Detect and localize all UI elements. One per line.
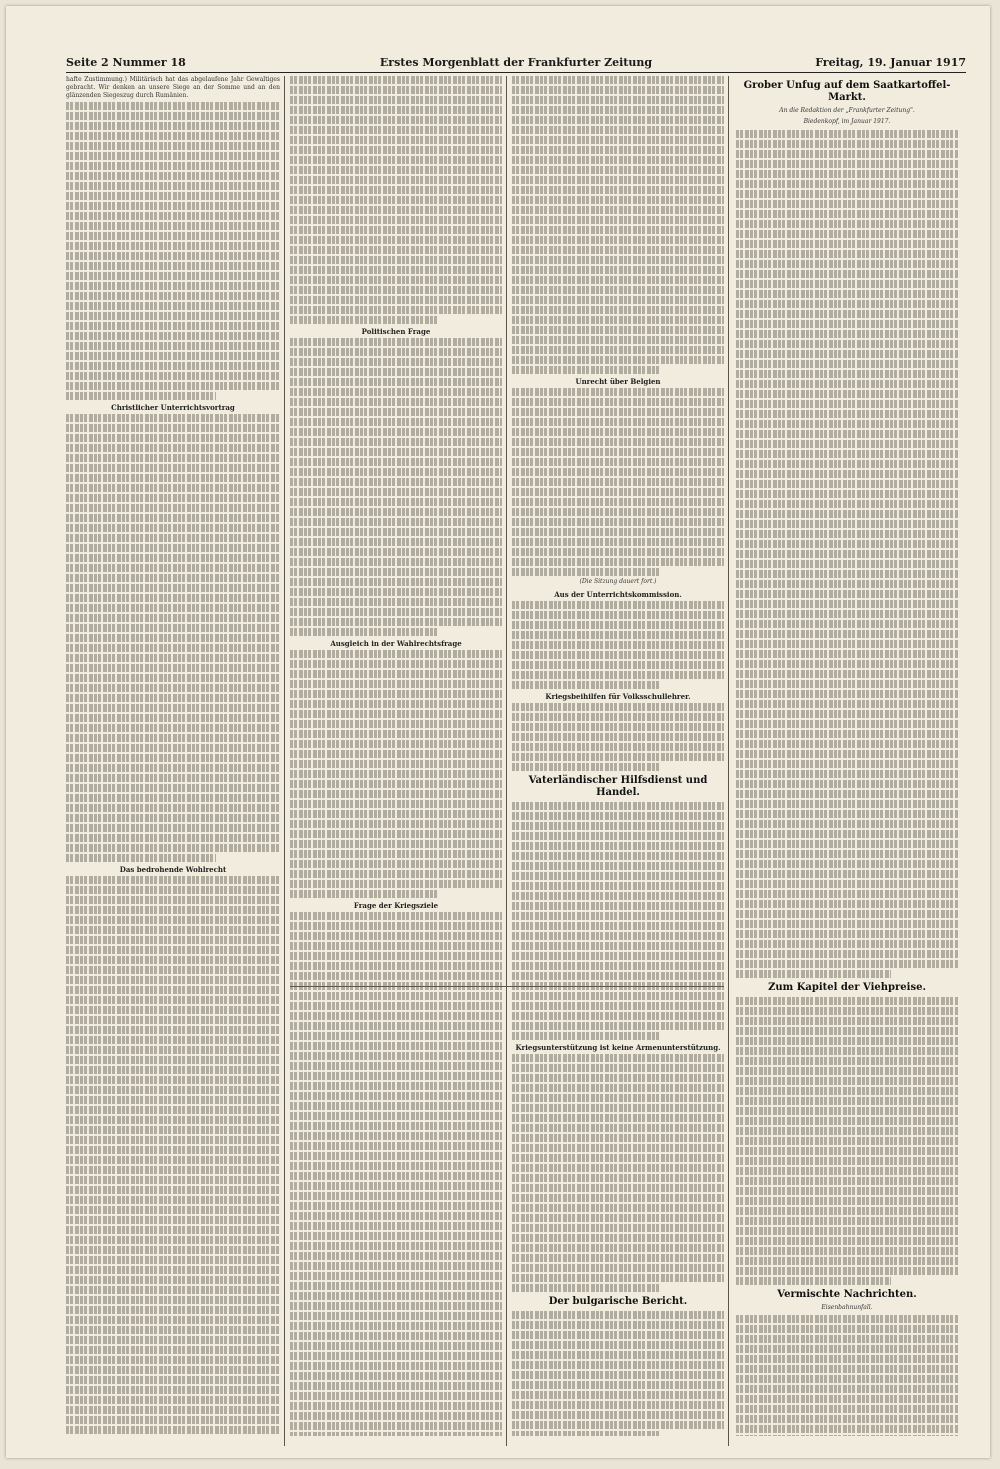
col1-text-block [66,102,280,400]
col4-subheading: An die Redaktion der „Frankfurter Zeitung". [779,107,915,114]
paper-title: Erstes Morgenblatt der Frankfurter Zeitung [379,56,653,69]
col2-text-block [290,76,502,324]
col1-text-block-2 [66,414,280,862]
column-4 [736,76,958,1436]
col3-text-block-7 [512,1311,724,1436]
col3-text-block-4 [512,703,724,771]
col4-subheading-3: Eisenbahnunfall. [821,1304,873,1311]
column-3 [512,76,724,1436]
col2-text-block-4 [290,912,502,1436]
page-number: Seite 2 Nummer 18 [66,56,186,69]
col3-text-block-5 [512,802,724,1040]
col4-text-block-3 [736,1315,958,1436]
col3-heading-2: Aus der Unterrichtskommission. [554,590,682,599]
col2-heading-3: Frage der Kriegsziele [353,901,439,910]
col3-heading-6: Der bulgarische Bericht. [548,1296,688,1307]
col4-heading-3: Vermischte Nachrichten. [777,1289,917,1300]
col3-text-block-2 [512,388,724,576]
issue-date: Freitag, 19. Januar 1917 [815,56,966,69]
col4-text-block [736,130,958,978]
column-rule-3 [728,76,729,1446]
col3-text-block-6 [512,1054,724,1292]
col2-heading-2: Ausgleich in der Wahlrechtsfrage [330,639,462,648]
col1-intro: hafte Zustimmung.) Militärisch hat das abgelaufene Jahr Gewaltiges gebracht. Wir denken an unsere Siege an der Somme und an den glänzenden Siegeszug durch Rumänien. [66,76,280,99]
col2-text-block-2 [290,338,502,636]
col3-text-block-3 [512,601,724,689]
col3-heading-1: Unrecht über Belgien [575,377,661,386]
col4-heading-2: Zum Kapitel der Viehpreise. [768,982,926,993]
column-rule-1 [284,76,285,1446]
col3-heading-4: Vaterländischer Hilfsdienst und Handel. [528,775,708,798]
col4-text-block-2 [736,997,958,1285]
column-rule-2 [506,76,507,1446]
column-2 [290,76,502,1436]
col3-heading-5: Kriegsunterstützung ist keine Armenunterstützung. [515,1043,721,1052]
col1-heading: Christlicher Unterrichtsvortrag [111,403,235,412]
col2-heading-1: Politischen Frage [361,327,431,336]
col3-heading-3: Kriegsbeihilfen für Volksschullehrer. [545,692,691,701]
col4-heading-1: Grober Unfug auf dem Saatkartoffel-Markt. [743,80,951,103]
column-1 [66,76,280,1436]
col1-text-block-3 [66,876,280,1436]
col4-place-date: Biedenkopf, im Januar 1917. [803,118,891,125]
col3-text-block [512,76,724,374]
col2-text-block-3 [290,650,502,898]
col3-end-note: (Die Sitzung dauert fort.) [579,578,657,585]
col1-heading-2: Das bedrohende Wohlrecht [119,865,227,874]
newspaper-page [6,6,990,1458]
section-rule [290,986,724,987]
masthead [66,56,966,73]
